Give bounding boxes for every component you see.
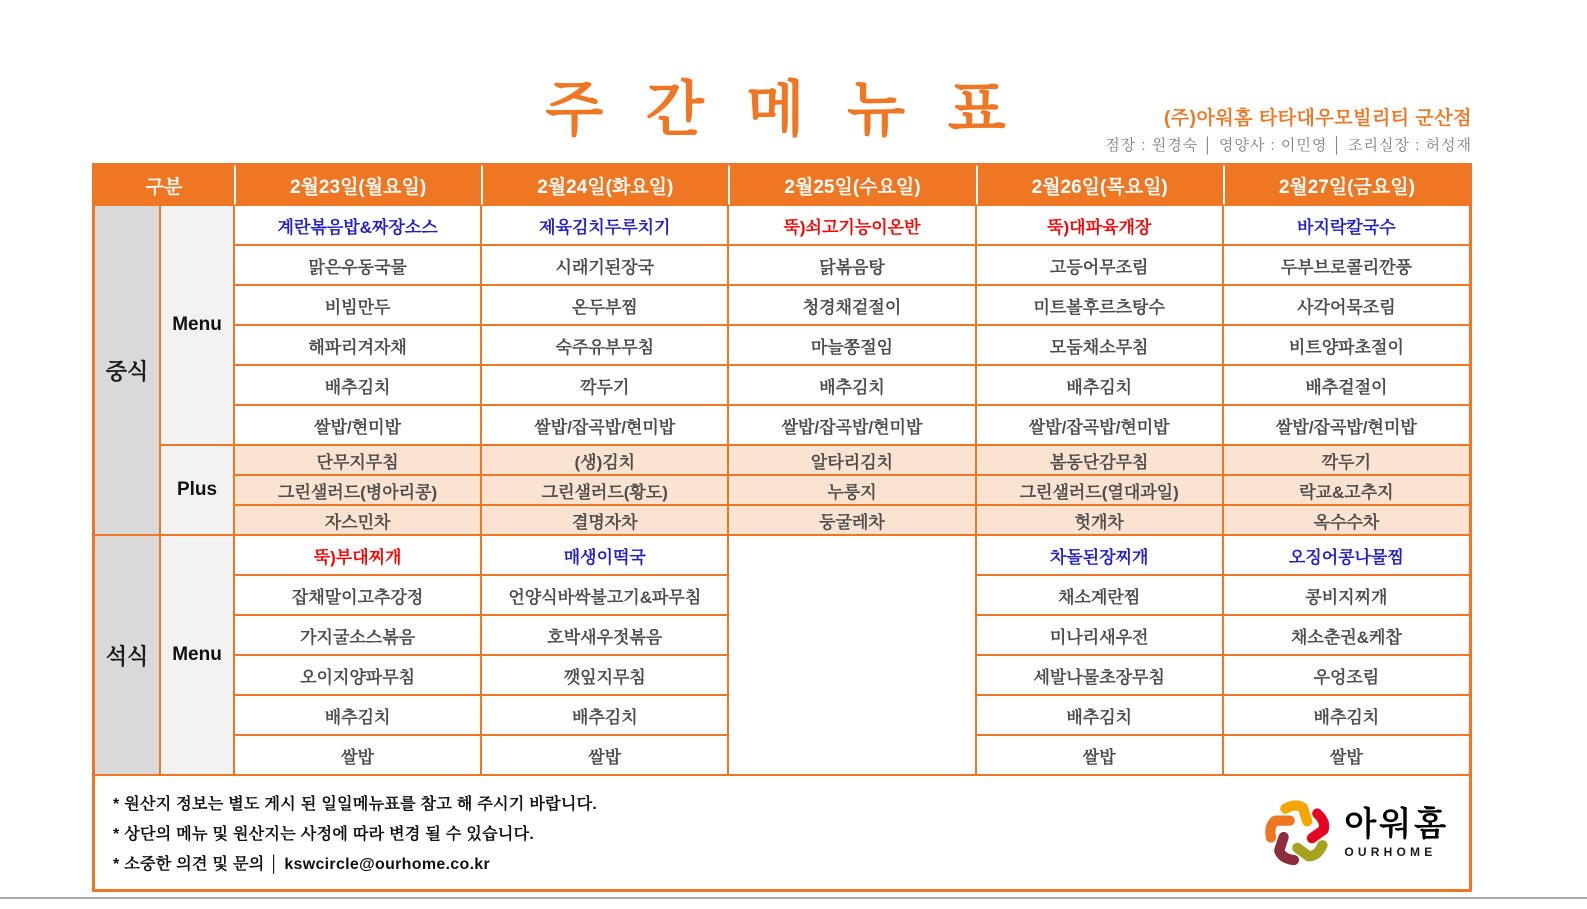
plus-cell: 자스민차	[234, 505, 481, 535]
menu-cell: 온두부찜	[481, 285, 728, 325]
footer-note-change: * 상단의 메뉴 및 원산지는 사정에 따라 변경 될 수 있습니다.	[113, 826, 535, 843]
menu-cell: 가지굴소스볶음	[234, 615, 481, 655]
footer-note-origin: * 원산지 정보는 별도 게시 된 일일메뉴표를 참고 해 주시기 바랍니다.	[113, 796, 598, 813]
plus-cell: 락교&고추지	[1223, 475, 1470, 505]
menu-cell: 배추겉절이	[1223, 365, 1470, 405]
menu-cell: 호박새우젓볶음	[481, 615, 728, 655]
menu-cell: 시래기된장국	[481, 245, 728, 285]
menu-cell: 차돌된장찌개	[976, 535, 1223, 575]
plus-cell: 옥수수차	[1223, 505, 1470, 535]
footer-notes	[113, 791, 597, 874]
meal-label-lunch: 중식	[94, 205, 160, 535]
menu-cell: 비트양파초절이	[1223, 325, 1470, 365]
menu-cell: 청경채겉절이	[728, 285, 975, 325]
menu-cell: 쌀밥	[234, 735, 481, 775]
plus-cell: 깍두기	[1223, 445, 1470, 475]
menu-cell: 뚝)부대찌개	[234, 535, 481, 575]
column-header-category: 구분	[94, 165, 234, 205]
menu-cell: 뚝)대파육개장	[976, 205, 1223, 245]
menu-cell: 쌀밥/잡곡밥/현미밥	[728, 405, 975, 445]
menu-cell: 배추김치	[1223, 695, 1470, 735]
group-label-lunch-plus: Plus	[160, 445, 234, 535]
plus-cell: 둥굴레차	[728, 505, 975, 535]
plus-cell: 그린샐러드(병아리콩)	[234, 475, 481, 505]
menu-cell: 쌀밥/현미밥	[234, 405, 481, 445]
column-header-day: 2월26일(목요일)	[976, 165, 1223, 205]
menu-cell: 마늘쫑절임	[728, 325, 975, 365]
ourhome-logo-text-block	[1344, 804, 1449, 859]
menu-cell: 쌀밥	[481, 735, 728, 775]
plus-cell: 누룽지	[728, 475, 975, 505]
plus-cell: 그린샐러드(황도)	[481, 475, 728, 505]
column-header-day: 2월25일(수요일)	[728, 165, 975, 205]
menu-cell: 언양식바싹불고기&파무침	[481, 575, 728, 615]
menu-cell: 쌀밥/잡곡밥/현미밥	[481, 405, 728, 445]
menu-cell: 채소계란찜	[976, 575, 1223, 615]
menu-cell: 쌀밥/잡곡밥/현미밥	[976, 405, 1223, 445]
menu-cell: 계란볶음밥&짜장소스	[234, 205, 481, 245]
menu-cell: 배추김치	[481, 695, 728, 735]
menu-cell: 쌀밥/잡곡밥/현미밥	[1223, 405, 1470, 445]
menu-cell: 제육김치두루치기	[481, 205, 728, 245]
footer	[94, 775, 1470, 890]
column-header-day: 2월24일(화요일)	[481, 165, 728, 205]
menu-cell: 콩비지찌개	[1223, 575, 1470, 615]
plus-cell: 헛개차	[976, 505, 1223, 535]
menu-cell: 숙주유부무침	[481, 325, 728, 365]
plus-cell: 그린샐러드(열대과일)	[976, 475, 1223, 505]
ourhome-logo-latin: OURHOME	[1344, 844, 1437, 859]
menu-cell: 잡채말이고추강정	[234, 575, 481, 615]
column-header-day: 2월23일(월요일)	[234, 165, 481, 205]
menu-cell: 바지락칼국수	[1223, 205, 1470, 245]
group-label-lunch-menu: Menu	[160, 205, 234, 445]
menu-cell: 비빔만두	[234, 285, 481, 325]
plus-cell: 알타리김치	[728, 445, 975, 475]
menu-cell: 사각어묵조림	[1223, 285, 1470, 325]
plus-cell: (생)김치	[481, 445, 728, 475]
menu-cell: 배추김치	[234, 695, 481, 735]
menu-cell: 미나리새우전	[976, 615, 1223, 655]
menu-cell: 배추김치	[728, 365, 975, 405]
menu-cell: 깻잎지무침	[481, 655, 728, 695]
menu-cell: 채소춘권&케찹	[1223, 615, 1470, 655]
menu-cell: 세발나물초장무침	[976, 655, 1223, 695]
ourhome-pinwheel-icon	[1262, 797, 1334, 869]
menu-cell-empty	[728, 535, 975, 775]
menu-cell: 쌀밥	[1223, 735, 1470, 775]
staff-line: 점장 : 원경숙 │ 영양사 : 이민영 │ 조리실장 : 허성재	[1105, 137, 1472, 154]
ourhome-logo	[1262, 797, 1449, 869]
menu-cell: 우엉조림	[1223, 655, 1470, 695]
menu-cell: 깍두기	[481, 365, 728, 405]
menu-cell: 오징어콩나물찜	[1223, 535, 1470, 575]
menu-cell: 배추김치	[976, 365, 1223, 405]
menu-cell: 두부브로콜리깐풍	[1223, 245, 1470, 285]
menu-cell: 뚝)쇠고기능이온반	[728, 205, 975, 245]
menu-cell: 오이지양파무침	[234, 655, 481, 695]
page-title: 주 간 메 뉴 표	[545, 76, 1019, 143]
plus-cell: 봄동단감무침	[976, 445, 1223, 475]
store-name: (주)아워홈 타타대우모빌리티 군산점	[1163, 108, 1472, 129]
weekly-menu-table	[92, 163, 1472, 892]
menu-cell: 해파리겨자채	[234, 325, 481, 365]
menu-cell: 고등어무조림	[976, 245, 1223, 285]
page-bottom-divider	[0, 897, 1587, 899]
plus-cell: 결명자차	[481, 505, 728, 535]
footer-note-contact: * 소중한 의견 및 문의 │ kswcircle@ourhome.co.kr	[113, 856, 491, 873]
meal-label-dinner: 석식	[94, 535, 160, 775]
menu-cell: 맑은우동국물	[234, 245, 481, 285]
menu-cell: 배추김치	[976, 695, 1223, 735]
menu-cell: 매생이떡국	[481, 535, 728, 575]
menu-cell: 미트볼후르츠탕수	[976, 285, 1223, 325]
ourhome-logo-korean: 아워홈	[1344, 804, 1449, 842]
group-label-dinner-menu: Menu	[160, 535, 234, 775]
menu-cell: 배추김치	[234, 365, 481, 405]
plus-cell: 단무지무침	[234, 445, 481, 475]
menu-cell: 모둠채소무침	[976, 325, 1223, 365]
menu-cell: 닭볶음탕	[728, 245, 975, 285]
menu-cell: 쌀밥	[976, 735, 1223, 775]
column-header-day: 2월27일(금요일)	[1223, 165, 1470, 205]
